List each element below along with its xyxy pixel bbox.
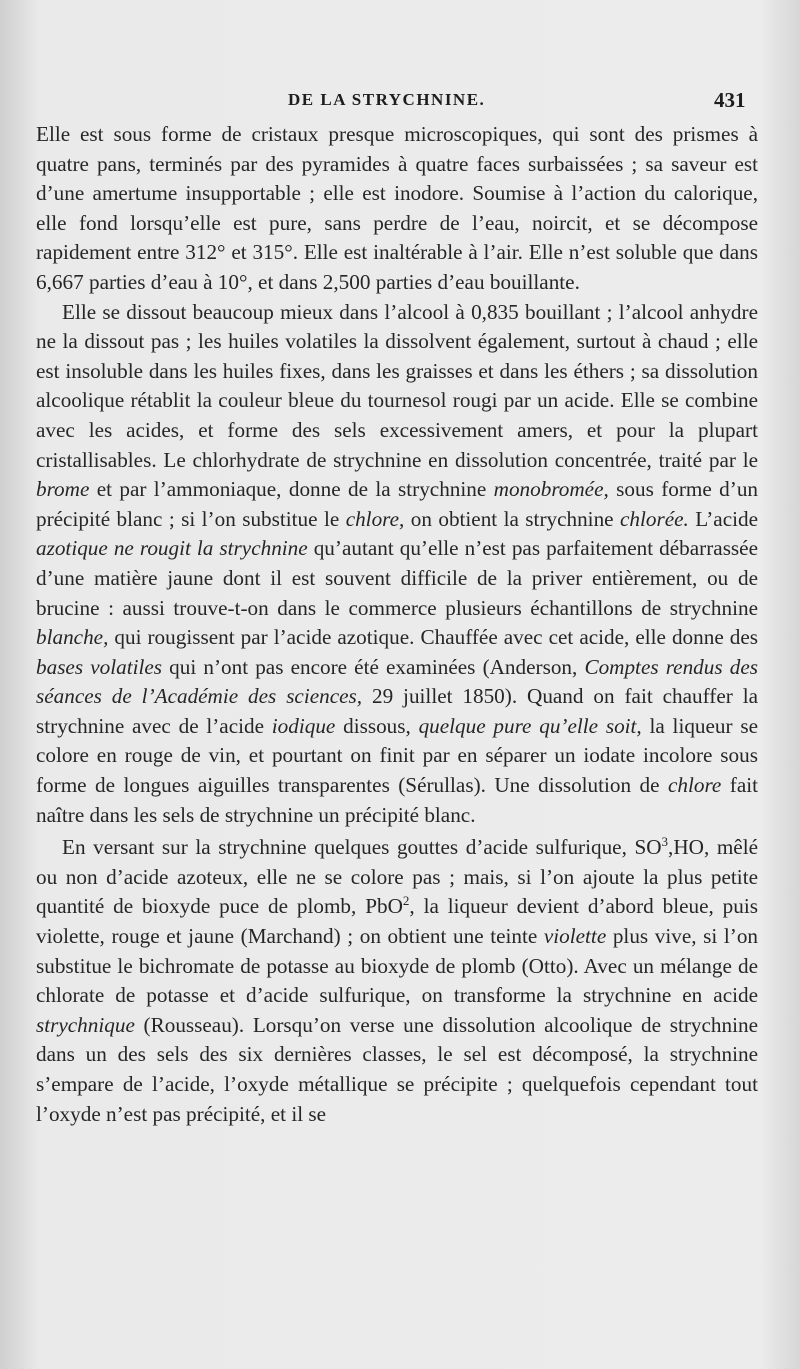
text-run: qui rougissent par l’acide azotique. Chauffée avec cet acide, elle donne des bbox=[108, 625, 758, 650]
text-run: qu’autant qu’elle n’est pas parfaitement débarrassée d’une matière jaune dont il est souvent difficile de la priver entièrement, ou de brucine : aussi trouve-t-on dans le commerce plusieurs échantillons de strychnine bbox=[36, 536, 758, 620]
italic-text: bases volatiles bbox=[36, 654, 163, 679]
text-run: qui n’ont pas encore été examinées (Anderson, bbox=[162, 654, 585, 679]
text-run: et par l’ammoniaque, donne de la strychnine bbox=[89, 477, 494, 502]
text-run: fait naître dans les sels de strychnine un précipité blanc. bbox=[36, 773, 758, 827]
text-run: on obtient la strychnine bbox=[404, 506, 620, 531]
italic-text: brome bbox=[36, 477, 90, 502]
paragraph-1 bbox=[36, 120, 758, 298]
italic-text: monobromée, bbox=[493, 477, 609, 502]
text-run: la liqueur se colore en rouge de vin, et pourtant on finit par en séparer un iodate incolore sous forme de longues aiguilles transparentes (Sérullas). Une dissolution de bbox=[36, 713, 758, 798]
italic-text: chlore bbox=[667, 773, 722, 798]
paragraph-3 bbox=[36, 833, 758, 1129]
italic-text: chlorée. bbox=[619, 506, 689, 531]
text-run: Elle se dissout beaucoup mieux dans l’alcool à 0,835 bouillant ; l’alcool anhydre ne la dissout pas ; les huiles volatiles la dissolvent également, surtout à chaud ; elle est insoluble dans les huiles fixes, dans les graisses et dans les éthers ; sa dissolution alcoolique rétablit la couleur bleue du tournesol rougi par un acide. Elle se combine avec les acides, et forme des sels excessivement amers, et pour la plupart cristallisables. Le chlorhydrate de strychnine en dissolution concentrée, traité par le bbox=[36, 299, 758, 472]
superscript: 3 bbox=[661, 834, 669, 850]
italic-text: iodique bbox=[271, 713, 336, 738]
text-run: plus vive, si l’on substitue le bichromate de potasse au bioxyde de plomb (Otto). Avec un mélange de chlorate de potasse et d’acide sulfurique, on transforme la strychnine en acide bbox=[36, 924, 759, 1008]
text-run: dissous, bbox=[335, 713, 419, 738]
italic-text: azotique ne rougit la strychnine bbox=[36, 536, 308, 561]
text-run: ,HO, mêlé ou non d’acide azoteux, elle ne se colore pas ; mais, si l’on ajoute la plus petite quantité de bioxyde puce de plomb, PbO bbox=[36, 835, 758, 919]
running-head-title: DE LA STRYCHNINE. bbox=[288, 90, 486, 109]
paragraph-2 bbox=[36, 298, 758, 831]
superscript: 2 bbox=[402, 893, 410, 909]
text-run: 29 juillet 1850). Quand on fait chauffer la strychnine avec de l’acide bbox=[36, 684, 758, 738]
text-run: , la liqueur devient d’abord bleue, puis violette, rouge et jaune (Marchand) ; on obtient une teinte bbox=[36, 894, 759, 949]
body-text bbox=[36, 120, 758, 1129]
running-head bbox=[0, 88, 800, 116]
text-run: (Rousseau). Lorsqu’on verse une dissolution alcoolique de strychnine dans un des sels des six dernières classes, le sel est décomposé, la strychnine s’empare de l’acide, l’oxyde métallique se précipite ; quelquefois cependant tout l’oxyde n’est pas précipité, et il se bbox=[36, 1012, 758, 1126]
italic-text: violette bbox=[543, 924, 607, 949]
italic-text: strychnique bbox=[36, 1012, 135, 1037]
page-number: 431 bbox=[714, 88, 746, 112]
italic-text: blanche, bbox=[36, 625, 109, 650]
text-run: Elle est sous forme de cristaux presque microscopiques, qui sont des prismes à quatre pans, terminés par des pyramides à quatre faces surbaissées ; sa saveur est d’une amertume insupportable ; elle est inodore. Soumise à l’action du calorique, elle fond lorsqu’elle est pure, sans perdre de l’eau, noircit, et se décompose rapidement entre 312° et 315°. Elle est inaltérable à l’air. Elle n’est soluble que dans 6,667 parties d’eau à 10°, et dans 2,500 parties d’eau bouillante. bbox=[36, 122, 758, 294]
italic-text: quelque pure qu’elle soit, bbox=[418, 713, 642, 738]
italic-text: Comptes rendus des séances de l’Académie des sciences, bbox=[36, 654, 758, 709]
italic-text: chlore, bbox=[345, 506, 405, 531]
text-run: En versant sur la strychnine quelques gouttes d’acide sulfurique, SO bbox=[62, 835, 662, 860]
text-run: L’acide bbox=[688, 506, 758, 531]
text-run: sous forme d’un précipité blanc ; si l’on substitue le bbox=[36, 477, 759, 531]
